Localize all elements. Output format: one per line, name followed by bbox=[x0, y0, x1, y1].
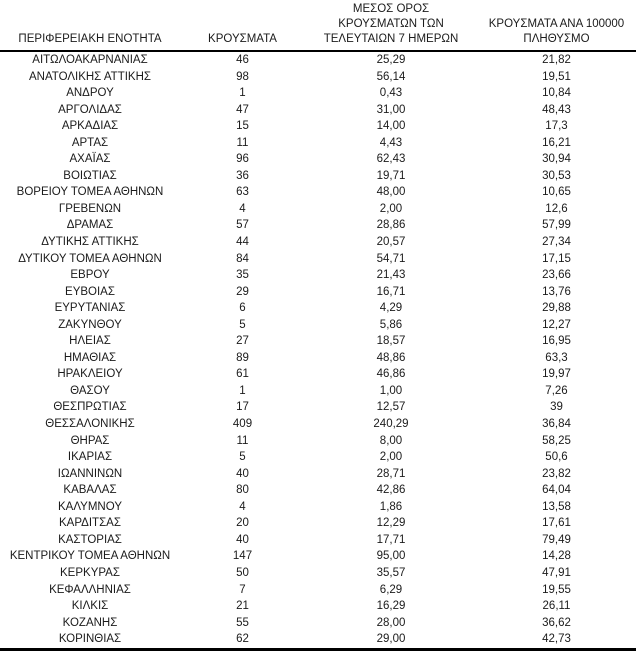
cell-per-100k: 30,53 bbox=[542, 169, 571, 182]
cell-avg-7day: 240,29 bbox=[373, 418, 409, 431]
cell-cases: 4 bbox=[239, 500, 246, 513]
cell-avg-7day: 20,57 bbox=[376, 236, 406, 249]
cell-per-100k: 13,58 bbox=[542, 500, 571, 513]
cell-per-100k: 48,43 bbox=[542, 103, 571, 116]
cell-per-100k: 50,6 bbox=[545, 451, 568, 464]
cell-avg-7day: 54,71 bbox=[376, 252, 406, 265]
cell-cases: 40 bbox=[236, 533, 249, 546]
table-body bbox=[0, 51, 636, 649]
cell-avg-7day: 12,57 bbox=[376, 401, 406, 414]
cell-cases: 62 bbox=[236, 633, 249, 646]
cell-regional-unit: ΗΡΑΚΛΕΙΟΥ bbox=[57, 368, 123, 381]
col-header-per-100k-line2: ΠΛΗΘΥΣΜΟ bbox=[523, 33, 590, 45]
table-row bbox=[0, 482, 636, 499]
table-row bbox=[0, 433, 636, 450]
cell-cases: 6 bbox=[239, 302, 246, 315]
cell-regional-unit: ΑΡΤΑΣ bbox=[71, 136, 109, 149]
cell-per-100k: 17,61 bbox=[542, 517, 571, 530]
cell-avg-7day: 4,43 bbox=[379, 136, 403, 149]
cell-avg-7day: 35,57 bbox=[376, 566, 406, 579]
cell-per-100k: 19,97 bbox=[542, 368, 571, 381]
cell-per-100k: 12,27 bbox=[542, 318, 571, 331]
cell-regional-unit: ΙΚΑΡΙΑΣ bbox=[67, 451, 113, 464]
table-row bbox=[0, 565, 636, 582]
cell-per-100k: 63,3 bbox=[545, 351, 568, 364]
cell-cases: 21 bbox=[236, 600, 249, 613]
table-row bbox=[0, 51, 636, 69]
table-row bbox=[0, 135, 636, 152]
cell-avg-7day: 31,00 bbox=[376, 103, 406, 116]
cell-per-100k: 36,84 bbox=[542, 418, 571, 431]
cell-avg-7day: 25,29 bbox=[376, 54, 406, 66]
cell-regional-unit: ΗΜΑΘΙΑΣ bbox=[63, 351, 117, 364]
cell-regional-unit: ΒΟΙΩΤΙΑΣ bbox=[63, 169, 117, 182]
cell-regional-unit: ΑΡΚΑΔΙΑΣ bbox=[61, 120, 119, 133]
cell-per-100k: 57,99 bbox=[542, 219, 571, 232]
cell-cases: 1 bbox=[239, 87, 246, 100]
col-header-per-100k bbox=[477, 0, 636, 51]
col-header-avg-7day-line1: ΜΕΣΟΣ ΟΡΟΣ bbox=[352, 3, 430, 15]
cell-avg-7day: 17,71 bbox=[376, 533, 406, 546]
cell-regional-unit: ΑΙΤΩΛΟΑΚΑΡΝΑΝΙΑΣ bbox=[32, 54, 148, 66]
cell-cases: 15 bbox=[236, 120, 249, 133]
cell-avg-7day: 48,00 bbox=[376, 186, 406, 199]
cell-cases: 4 bbox=[239, 202, 246, 215]
cell-per-100k: 42,73 bbox=[542, 633, 571, 646]
cell-cases: 5 bbox=[239, 318, 246, 331]
cell-regional-unit: ΒΟΡΕΙΟΥ ΤΟΜΕΑ ΑΘΗΝΩΝ bbox=[16, 186, 164, 199]
table-row bbox=[0, 300, 636, 317]
cell-cases: 147 bbox=[232, 550, 253, 563]
cell-avg-7day: 14,00 bbox=[376, 120, 406, 133]
cell-per-100k: 47,91 bbox=[542, 566, 571, 579]
col-header-avg-7day-line2: ΚΡΟΥΣΜΑΤΩΝ ΤΩΝ bbox=[338, 18, 444, 30]
cell-regional-unit: ΘΕΣΠΡΩΤΙΑΣ bbox=[53, 401, 127, 414]
cell-avg-7day: 28,71 bbox=[376, 467, 406, 480]
col-header-cases-label: ΚΡΟΥΣΜΑΤΑ bbox=[208, 33, 277, 45]
table-row bbox=[0, 168, 636, 185]
cell-regional-unit: ΚΟΡΙΝΘΙΑΣ bbox=[58, 633, 122, 646]
cell-per-100k: 13,76 bbox=[542, 285, 571, 298]
cell-regional-unit: ΓΡΕΒΕΝΩΝ bbox=[58, 202, 122, 215]
cell-cases: 57 bbox=[236, 219, 249, 232]
table-row bbox=[0, 548, 636, 565]
cell-avg-7day: 4,29 bbox=[379, 302, 403, 315]
cell-per-100k: 10,65 bbox=[542, 186, 571, 199]
cell-avg-7day: 8,00 bbox=[379, 434, 403, 447]
cell-cases: 35 bbox=[236, 269, 249, 282]
cell-regional-unit: ΘΗΡΑΣ bbox=[70, 434, 110, 447]
cell-cases: 11 bbox=[236, 434, 249, 447]
cell-cases: 50 bbox=[236, 566, 249, 579]
cell-regional-unit: ΑΝΔΡΟΥ bbox=[66, 87, 114, 100]
cell-regional-unit: ΕΥΡΥΤΑΝΙΑΣ bbox=[54, 302, 126, 315]
cell-cases: 96 bbox=[236, 153, 249, 166]
table-row bbox=[0, 151, 636, 168]
cell-avg-7day: 16,29 bbox=[376, 600, 406, 613]
cell-regional-unit: ΖΑΚΥΝΘΟΥ bbox=[58, 318, 122, 331]
cell-cases: 409 bbox=[232, 418, 253, 431]
cell-avg-7day: 5,86 bbox=[379, 318, 403, 331]
cell-per-100k: 19,55 bbox=[542, 583, 571, 596]
cell-per-100k: 29,88 bbox=[542, 302, 571, 315]
table-row bbox=[0, 267, 636, 284]
table-row bbox=[0, 317, 636, 334]
table-row bbox=[0, 184, 636, 201]
cell-cases: 7 bbox=[239, 583, 246, 596]
cell-avg-7day: 12,29 bbox=[376, 517, 406, 530]
cell-regional-unit: ΚΕΡΚΥΡΑΣ bbox=[60, 566, 120, 579]
cell-cases: 84 bbox=[236, 252, 249, 265]
cell-regional-unit: ΚΟΖΑΝΗΣ bbox=[62, 616, 118, 629]
cell-avg-7day: 0,43 bbox=[379, 87, 403, 100]
cell-regional-unit: ΙΩΑΝΝΙΝΩΝ bbox=[57, 467, 123, 480]
cell-avg-7day: 28,86 bbox=[376, 219, 406, 232]
cell-avg-7day: 16,71 bbox=[376, 285, 406, 298]
col-header-regional-unit-label: ΠΕΡΙΦΕΡΕΙΑΚΗ ΕΝΟΤΗΤΑ bbox=[18, 33, 162, 45]
cell-per-100k: 10,84 bbox=[542, 87, 571, 100]
table-row bbox=[0, 631, 636, 649]
table-row bbox=[0, 416, 636, 433]
cell-per-100k: 12,6 bbox=[545, 202, 568, 215]
cell-per-100k: 16,21 bbox=[542, 136, 571, 149]
cell-regional-unit: ΚΕΝΤΡΙΚΟΥ ΤΟΜΕΑ ΑΘΗΝΩΝ bbox=[9, 550, 171, 563]
cell-regional-unit: ΘΕΣΣΑΛΟΝΙΚΗΣ bbox=[45, 418, 135, 431]
cell-regional-unit: ΘΑΣΟΥ bbox=[70, 384, 110, 397]
cell-avg-7day: 42,86 bbox=[376, 484, 406, 497]
cell-cases: 44 bbox=[236, 236, 249, 249]
cell-avg-7day: 95,00 bbox=[376, 550, 406, 563]
cell-regional-unit: ΑΧΑΪΑΣ bbox=[69, 153, 111, 166]
cell-cases: 36 bbox=[236, 169, 249, 182]
cell-per-100k: 17,3 bbox=[545, 120, 568, 133]
cell-regional-unit: ΑΡΓΟΛΙΔΑΣ bbox=[58, 103, 122, 116]
cell-cases: 80 bbox=[236, 484, 249, 497]
cell-regional-unit: ΗΛΕΙΑΣ bbox=[69, 335, 111, 348]
cell-per-100k: 17,15 bbox=[542, 252, 571, 265]
table-row bbox=[0, 499, 636, 516]
cell-cases: 27 bbox=[236, 335, 249, 348]
cell-avg-7day: 1,00 bbox=[379, 384, 403, 397]
cell-regional-unit: ΑΝΑΤΟΛΙΚΗΣ ΑΤΤΙΚΗΣ bbox=[28, 70, 151, 83]
cell-avg-7day: 2,00 bbox=[379, 451, 403, 464]
cell-regional-unit: ΕΥΒΟΙΑΣ bbox=[65, 285, 115, 298]
cell-per-100k: 30,94 bbox=[542, 153, 571, 166]
cell-per-100k: 21,82 bbox=[542, 54, 571, 66]
cell-avg-7day: 6,29 bbox=[379, 583, 403, 596]
cell-per-100k: 16,95 bbox=[542, 335, 571, 348]
table-row bbox=[0, 582, 636, 599]
table-row bbox=[0, 515, 636, 532]
cell-cases: 20 bbox=[236, 517, 249, 530]
cell-per-100k: 23,82 bbox=[542, 467, 571, 480]
cell-per-100k: 14,28 bbox=[542, 550, 571, 563]
cell-avg-7day: 1,86 bbox=[379, 500, 403, 513]
cell-cases: 17 bbox=[236, 401, 249, 414]
cell-regional-unit: ΚΑΛΥΜΝΟΥ bbox=[58, 500, 122, 513]
cell-cases: 1 bbox=[239, 384, 246, 397]
cell-avg-7day: 2,00 bbox=[379, 202, 403, 215]
cell-regional-unit: ΔΥΤΙΚΟΥ ΤΟΜΕΑ ΑΘΗΝΩΝ bbox=[18, 252, 162, 265]
table-row bbox=[0, 201, 636, 218]
cell-per-100k: 23,66 bbox=[542, 269, 571, 282]
table-row bbox=[0, 217, 636, 234]
cell-avg-7day: 62,43 bbox=[376, 153, 406, 166]
table-row bbox=[0, 399, 636, 416]
cell-per-100k: 36,62 bbox=[542, 616, 571, 629]
cell-per-100k: 19,51 bbox=[542, 70, 571, 83]
table-row bbox=[0, 532, 636, 549]
col-header-per-100k-line1: ΚΡΟΥΣΜΑΤΑ ΑΝΑ 100000 bbox=[488, 18, 625, 30]
cell-cases: 47 bbox=[236, 103, 249, 116]
col-header-regional-unit bbox=[0, 0, 180, 51]
cell-regional-unit: ΚΑΡΔΙΤΣΑΣ bbox=[59, 517, 121, 530]
cell-per-100k: 64,04 bbox=[542, 484, 571, 497]
cell-avg-7day: 29,00 bbox=[376, 633, 406, 646]
table-row bbox=[0, 366, 636, 383]
table-row bbox=[0, 333, 636, 350]
cell-regional-unit: ΔΡΑΜΑΣ bbox=[66, 219, 114, 232]
cell-avg-7day: 28,00 bbox=[376, 616, 406, 629]
cell-per-100k: 58,25 bbox=[542, 434, 571, 447]
cell-avg-7day: 48,86 bbox=[376, 351, 406, 364]
cell-per-100k: 26,11 bbox=[542, 600, 571, 613]
table-row bbox=[0, 383, 636, 400]
col-header-cases bbox=[180, 0, 305, 51]
table-row bbox=[0, 85, 636, 102]
col-header-avg-7day bbox=[305, 0, 477, 51]
table-header-row bbox=[0, 0, 636, 51]
cell-cases: 29 bbox=[236, 285, 249, 298]
cell-per-100k: 27,34 bbox=[542, 236, 571, 249]
cell-regional-unit: ΚΕΦΑΛΛΗΝΙΑΣ bbox=[49, 583, 131, 596]
cell-regional-unit: ΕΒΡΟΥ bbox=[70, 269, 110, 282]
cell-cases: 46 bbox=[236, 54, 249, 66]
table-row bbox=[0, 251, 636, 268]
table-row bbox=[0, 350, 636, 367]
cell-regional-unit: ΔΥΤΙΚΗΣ ΑΤΤΙΚΗΣ bbox=[41, 236, 139, 249]
cell-regional-unit: ΚΙΛΚΙΣ bbox=[71, 600, 109, 613]
cell-cases: 61 bbox=[236, 368, 249, 381]
cell-cases: 55 bbox=[236, 616, 249, 629]
cell-cases: 98 bbox=[236, 70, 249, 83]
table-header bbox=[0, 0, 636, 51]
cell-regional-unit: ΚΑΣΤΟΡΙΑΣ bbox=[58, 533, 122, 546]
cell-cases: 11 bbox=[236, 136, 249, 149]
cell-avg-7day: 21,43 bbox=[376, 269, 406, 282]
cell-cases: 40 bbox=[236, 467, 249, 480]
cell-avg-7day: 56,14 bbox=[376, 70, 406, 83]
cell-cases: 89 bbox=[236, 351, 249, 364]
cell-cases: 5 bbox=[239, 451, 246, 464]
cell-per-100k: 79,49 bbox=[542, 533, 571, 546]
table-row bbox=[0, 598, 636, 615]
cell-avg-7day: 46,86 bbox=[376, 368, 406, 381]
cell-cases: 63 bbox=[236, 186, 249, 199]
table-row bbox=[0, 234, 636, 251]
cell-avg-7day: 18,57 bbox=[376, 335, 406, 348]
table-row bbox=[0, 466, 636, 483]
table-row bbox=[0, 102, 636, 119]
cell-per-100k: 7,26 bbox=[545, 384, 568, 397]
table-row bbox=[0, 449, 636, 466]
table-row bbox=[0, 284, 636, 301]
table-row bbox=[0, 118, 636, 135]
table-row bbox=[0, 615, 636, 632]
col-header-avg-7day-line3: ΤΕΛΕΥΤΑΙΩΝ 7 ΗΜΕΡΩΝ bbox=[323, 33, 459, 45]
cell-per-100k: 39 bbox=[550, 401, 563, 414]
cell-regional-unit: ΚΑΒΑΛΑΣ bbox=[63, 484, 117, 497]
cell-avg-7day: 19,71 bbox=[376, 169, 406, 182]
table-row bbox=[0, 69, 636, 86]
